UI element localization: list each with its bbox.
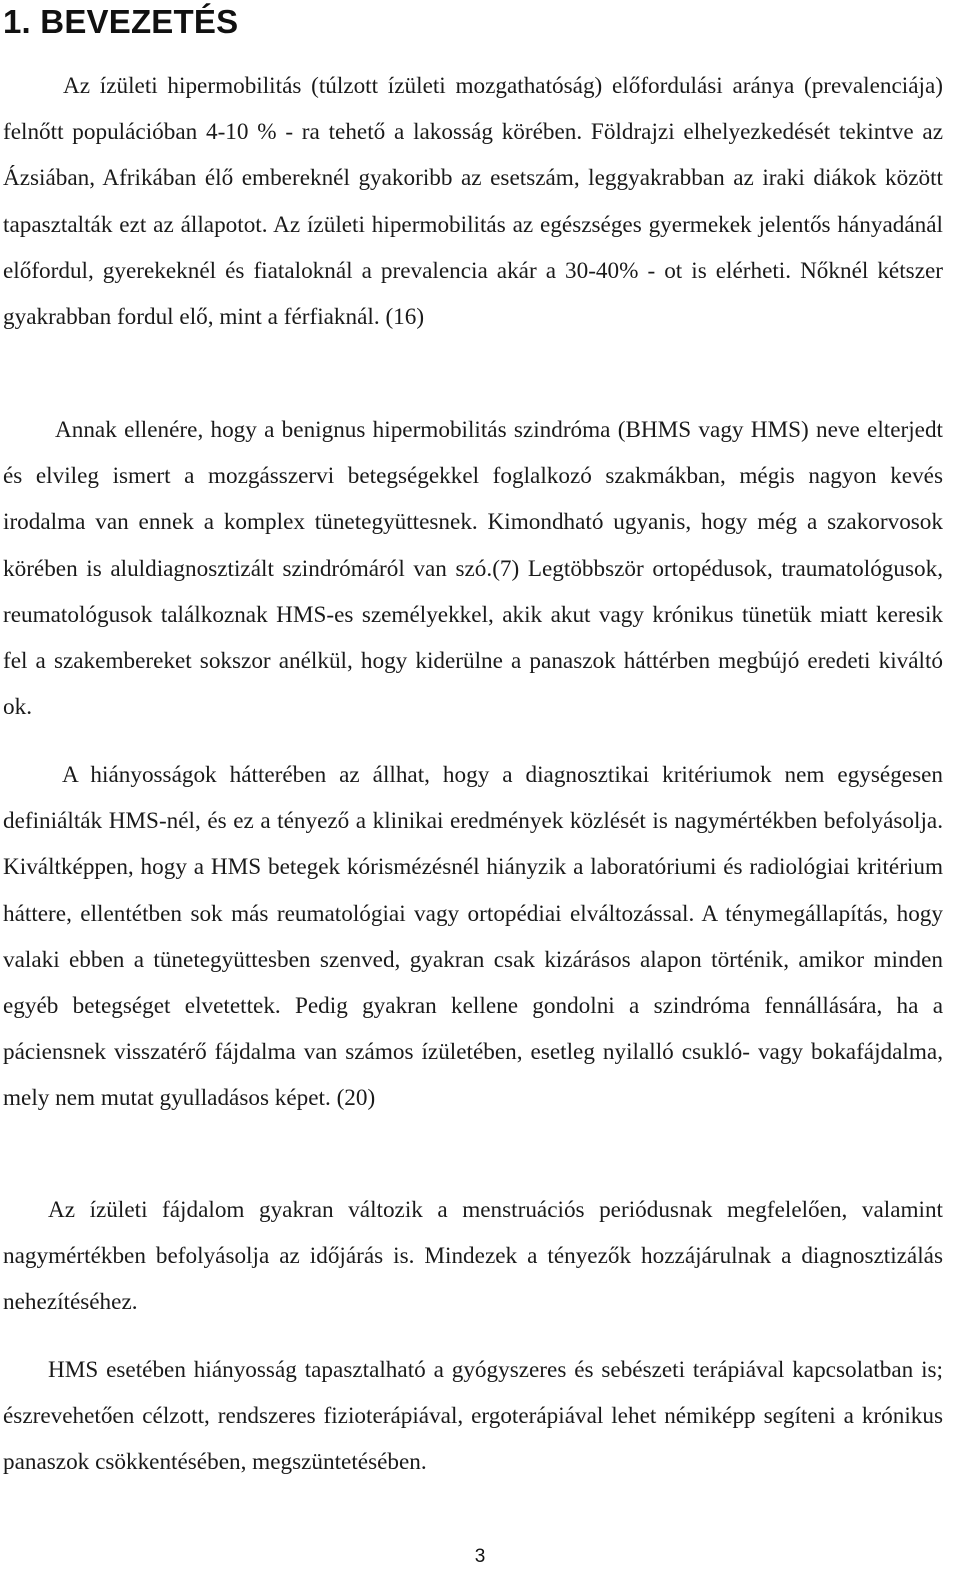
section-heading: 1. BEVEZETÉS [3, 3, 239, 40]
paragraph-therapy: HMS esetében hiányosság tapasztalható a gyógyszeres és sebészeti terápiával kapcsolatban is; észrevehetően célzott, rendszeres fizioterápiával, ergoterápiával lehet némiképp segíteni a krónikus panaszok csökkentésében, megszüntetésében. [3, 1357, 943, 1476]
paragraph-prevalence: Az ízületi hipermobilitás (túlzott ízületi mozgathatóság) előfordulási aránya (prevalenciája) felnőtt populációban 4-10 % - ra tehető a lakosság körében. Földrajzi elhelyezkedését tekintve az Ázsiában, Afrikában élő embereknél gyakoribb az esetszám, leggyakrabban az iraki diákok között tapasztalták ezt az állapotot. Az ízületi hipermobilitás az egészséges gyermekek jelentős hányadánál előfordul, gyerekeknél és fiataloknál a prevalencia akár a 30-40% - ot is elérheti. Nőknél kétszer gyakrabban fordul elő, mint a férfiaknál. (16) [3, 73, 943, 331]
paragraph-joint-pain: Az ízületi fájdalom gyakran változik a menstruációs periódusnak megfelelően, valamint nagymértékben befolyásolja az időjárás is. Mindezek a tényezők hozzájárulnak a diagnosztizálás nehezítéséhez. [3, 1197, 943, 1316]
paragraph-bhms-literature: Annak ellenére, hogy a benignus hipermobilitás szindróma (BHMS vagy HMS) neve elterjedt és elvileg ismert a mozgásszervi betegségekkel foglalkozó szakmákban, mégis nagyon kevés irodalma van ennek a komplex tünetegyüttesnek. Kimondható ugyanis, hogy még a szakorvosok körében is aluldiagnosztizált szindrómáról van szó.(7) Legtöbbször ortopédusok, traumatológusok, reumatológusok találkoznak HMS-es személyekkel, akik akut vagy krónikus tünetük miatt keresik fel a szakembereket sokszor anélkül, hogy kiderülne a panaszok háttérben megbújó eredeti kiváltó ok. [3, 417, 943, 721]
page-number: 3 [474, 1546, 486, 1567]
paragraph-diagnostic-criteria: A hiányosságok hátterében az állhat, hogy a diagnosztikai kritériumok nem egységesen definiálták HMS-nél, és ez a tényező a klinikai eredmények közlését is nagymértékben befolyásolja. Kiváltképpen, hogy a HMS betegek kórismézésnél hiányzik a laboratóriumi és radiológiai kritérium háttere, ellentétben sok más reumatológiai vagy ortopédiai elváltozással. A ténymegállapítás, hogy valaki ebben a tünetegyüttesben szenved, gyakran csak kizárásos alapon történik, amikor minden egyéb betegséget elvetettek. Pedig gyakran kellene gondolni a szindróma fennállására, ha a páciensnek visszatérő fájdalma van számos ízületében, esetleg nyilalló csukló- vagy bokafájdalma, mely nem mutat gyulladásos képet. (20) [3, 762, 943, 1112]
